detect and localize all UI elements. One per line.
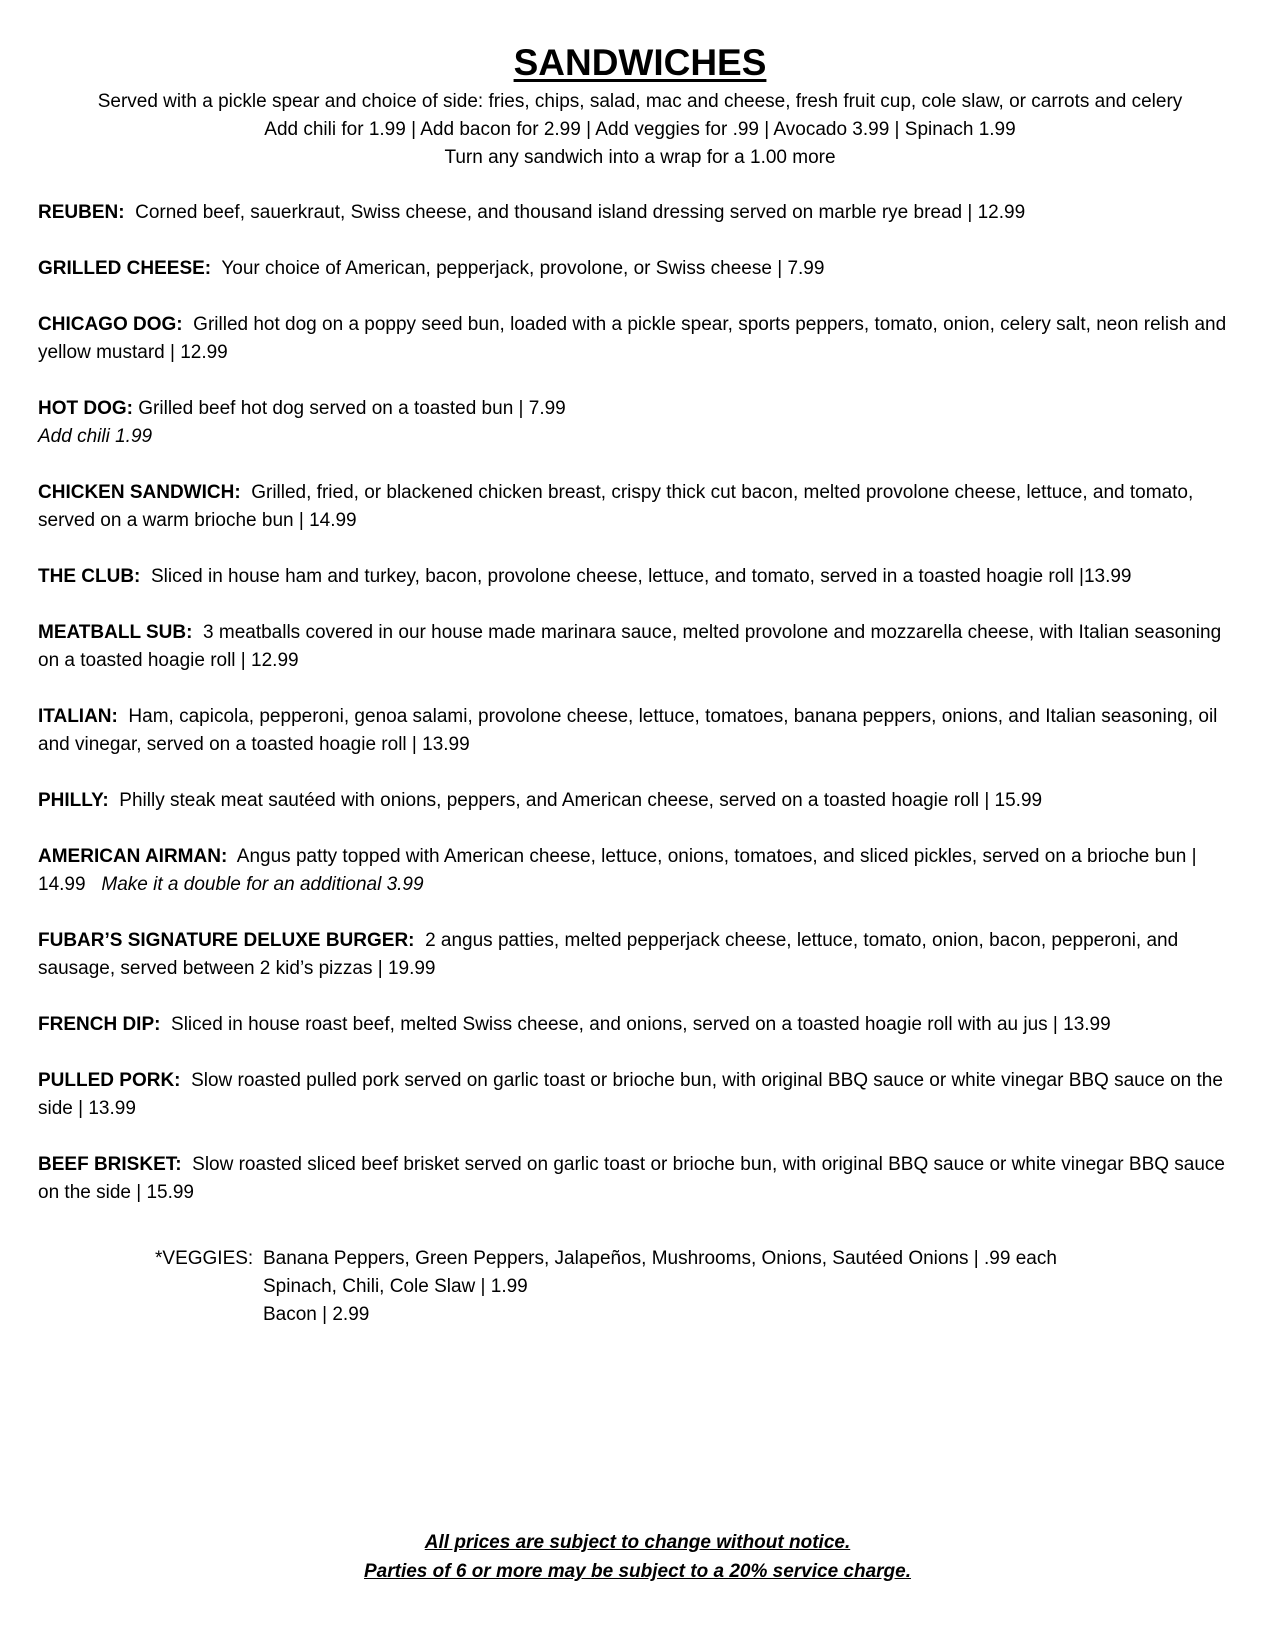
item-description: Grilled hot dog on a poppy seed bun, loaded with a pickle spear, sports peppers, tomato, onion, celery salt, neon relish and yellow mustard | 12.99 [38,314,1227,363]
item-description: Your choice of American, pepperjack, provolone, or Swiss cheese | 7.99 [221,258,825,279]
item-name: PHILLY: [38,790,109,811]
menu-item-pulled-pork [38,1067,1242,1123]
item-name: CHICKEN SANDWICH: [38,482,241,503]
item-description: Philly steak meat sautéed with onions, peppers, and American cheese, served on a toasted hoagie roll | 15.99 [119,790,1043,811]
menu-item-american-airman [38,843,1242,899]
veggies-line: Spinach, Chili, Cole Slaw | 1.99 [263,1276,528,1297]
menu-item-meatball-sub [38,619,1242,675]
veggies-label: *VEGGIES: [155,1248,254,1269]
item-name: FRENCH DIP: [38,1014,161,1035]
item-description: Slow roasted pulled pork served on garlic toast or brioche bun, with original BBQ sauce or white vinegar BBQ sauce on the side | 13.99 [38,1070,1223,1119]
veggies-section [155,1245,1057,1329]
item-description: Grilled beef hot dog served on a toasted bun | 7.99 [138,398,566,419]
veggies-line: Bacon | 2.99 [263,1304,370,1325]
item-name: MEATBALL SUB: [38,622,193,643]
intro-block [38,88,1242,172]
item-name: PULLED PORK: [38,1070,181,1091]
item-name: GRILLED CHEESE: [38,258,212,279]
footer-notice [0,1528,1275,1586]
menu-items [38,199,1242,1207]
item-description: Ham, capicola, pepperoni, genoa salami, provolone cheese, lettuce, tomatoes, banana peppers, onions, and Italian seasoning, oil and vinegar, served on a toasted hoagie roll | 13.99 [38,706,1218,755]
menu-item-french-dip [38,1011,1242,1039]
menu-item-fubars-signature-deluxe-burger [38,927,1242,983]
page-title: SANDWICHES [513,42,767,83]
item-description: Slow roasted sliced beef brisket served on garlic toast or brioche bun, with original BBQ sauce or white vinegar BBQ sauce on the side | 15.99 [38,1154,1225,1203]
item-description: 3 meatballs covered in our house made marinara sauce, melted provolone and mozzarella cheese, with Italian seasoning on a toasted hoagie roll | 12.99 [38,622,1222,671]
item-description: Corned beef, sauerkraut, Swiss cheese, and thousand island dressing served on marble rye bread | 12.99 [135,202,1026,223]
item-name: CHICAGO DOG: [38,314,183,335]
item-note: Add chili 1.99 [38,426,153,447]
item-description: Sliced in house roast beef, melted Swiss cheese, and onions, served on a toasted hoagie roll with au jus | 13.99 [171,1014,1111,1035]
menu-item-reuben [38,199,1242,227]
footer-line: All prices are subject to change without notice. [424,1532,851,1553]
menu-item-hot-dog [38,395,1242,451]
menu-page [38,40,1242,1235]
item-description: 2 angus patties, melted pepperjack cheese, lettuce, tomato, onion, bacon, pepperoni, and sausage, served between 2 kid’s pizzas | 19.99 [38,930,1179,979]
intro-line: Add chili for 1.99 | Add bacon for 2.99 | Add veggies for .99 | Avocado 3.99 | Spinach 1.99 [264,119,1016,140]
item-description: Sliced in house ham and turkey, bacon, provolone cheese, lettuce, and tomato, served in a toasted hoagie roll |13.99 [150,566,1132,587]
menu-item-beef-brisket [38,1151,1242,1207]
item-name: AMERICAN AIRMAN: [38,846,228,867]
menu-item-italian [38,703,1242,759]
intro-line: Turn any sandwich into a wrap for a 1.00 more [444,147,836,168]
item-name: HOT DOG: [38,398,133,419]
veggies-line: Banana Peppers, Green Peppers, Jalapeños, Mushrooms, Onions, Sautéed Onions | .99 each [263,1248,1057,1269]
menu-item-philly [38,787,1242,815]
item-name: FUBAR’S SIGNATURE DELUXE BURGER: [38,930,415,951]
item-name: ITALIAN: [38,706,118,727]
footer-line: Parties of 6 or more may be subject to a 20% service charge. [363,1561,912,1582]
item-name: BEEF BRISKET: [38,1154,182,1175]
item-description: Grilled, fried, or blackened chicken breast, crispy thick cut bacon, melted provolone cheese, lettuce, and tomato, served on a warm brioche bun | 14.99 [38,482,1194,531]
menu-item-the-club [38,563,1242,591]
veggies-list [263,1245,1057,1329]
item-note: Make it a double for an additional 3.99 [101,874,424,895]
item-name: REUBEN: [38,202,125,223]
menu-item-grilled-cheese [38,255,1242,283]
menu-item-chicken-sandwich [38,479,1242,535]
menu-item-chicago-dog [38,311,1242,367]
intro-line: Served with a pickle spear and choice of side: fries, chips, salad, mac and cheese, fresh fruit cup, cole slaw, or carrots and celery [97,91,1183,112]
item-name: THE CLUB: [38,566,141,587]
item-description: Angus patty topped with American cheese, lettuce, onions, tomatoes, and sliced pickles, served on a brioche bun | 14.99 [38,846,1197,895]
